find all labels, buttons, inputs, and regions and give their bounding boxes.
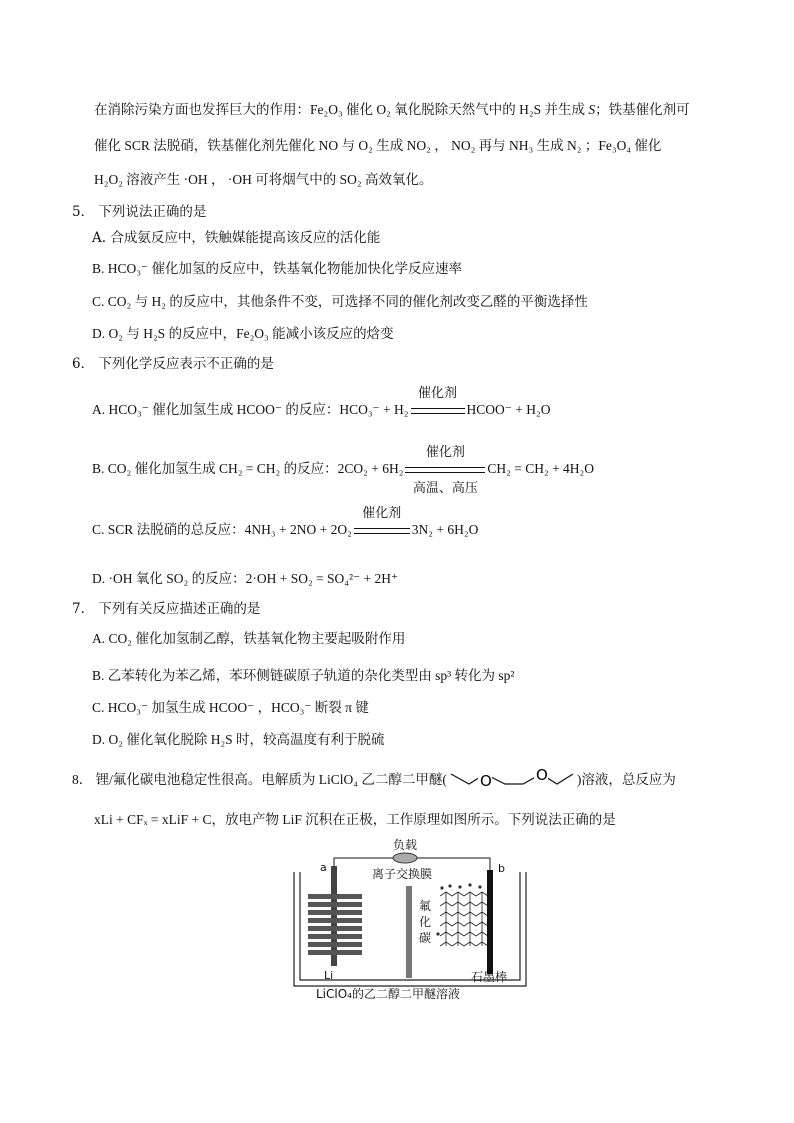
load-label: 负载 [393, 838, 418, 852]
q6-option-d: D. ·OH 氧化 SO₂ 的反应：2·OH + SO₂ = SO₄²⁻ + 2H⁺ [92, 571, 399, 586]
carbon-fluoride-label-2: 化 [419, 915, 432, 929]
question-7-stem: 7． 下列有关反应描述正确的是 [72, 601, 261, 617]
question-8-stem: 8． 锂/氟化碳电池稳定性很高。电解质为 LiClO₄ 乙二醇二甲醚( O O )溶液，总反应为 [72, 768, 676, 794]
lithium-label: Li [324, 969, 334, 982]
glyme-structure [447, 768, 577, 794]
q6-option-c: C. SCR 法脱硝的总反应：4NH₃ + 2NO + 2O₂ 催化剂 3N₂ + 6H₂O [92, 505, 479, 537]
ether-oxygen-label: O [479, 772, 492, 790]
q6-option-a: A. HCO₃⁻ 催化加氢生成 HCOO⁻ 的反应：HCO₃⁻ + H₂ 催化剂 HCOO⁻ + H₂O [92, 385, 551, 417]
intro-line-2: 催化 SCR 法脱硝，铁基催化剂先催化 NO 与 O₂ 生成 NO₂ ， NO₂ 再与 NH₃ 生成 N₂ ；Fe₃O₄ 催化 [94, 138, 662, 153]
q5-option-c: C. CO₂ 与 H₂ 的反应中，其他条件不变，可选择不同的催化剂改变乙醛的平衡选择性 [92, 294, 588, 309]
q7-option-b: B. 乙苯转化为苯乙烯，苯环侧链碳原子轨道的杂化类型由 sp³ 转化为 sp² [92, 668, 515, 683]
q5-option-d: D. O₂ 与 H₂S 的反应中，Fe₂O₃ 能减小该反应的焓变 [92, 326, 394, 341]
q5-option-a: A. 合成氨反应中，铁触媒能提高该反应的活化能 [92, 230, 381, 246]
intro-line-3: H₂O₂ 溶液产生 ·OH ， ·OH 可将烟气中的 SO₂ 高效氧化。 [94, 172, 433, 187]
load-resistor [393, 853, 417, 863]
ion-exchange-membrane [406, 886, 412, 978]
electrode-a-label: a [320, 861, 327, 874]
q7-option-c: C. HCO₃⁻ 加氢生成 HCOO⁻ ，HCO₃⁻ 断裂 π 键 [92, 700, 369, 715]
carbon-fluoride-label-3: 碳 [419, 931, 432, 945]
q5-option-b: B. HCO₃⁻ 催化加氢的反应中，铁基氧化物能加快化学反应速率 [92, 261, 462, 276]
battery-diagram [290, 838, 540, 1003]
electrode-b-label: b [498, 862, 505, 875]
carbon-fluoride-structure [440, 892, 488, 946]
carbon-fluoride-label-1: 氟 [419, 899, 432, 913]
graphite-rod-label: 石墨棒 [471, 970, 508, 984]
question-5-stem: 5． 下列说法正确的是 [72, 204, 207, 220]
q6-option-b: B. CO₂ 催化加氢生成 CH₂ = CH₂ 的反应：2CO₂ + 6H₂ 催化剂 高温、高压 CH₂ = CH₂ + 4H₂O [92, 444, 595, 495]
question-8-equation: xLi + CFₓ = xLiF + C，放电产物 LiF 沉积在正极，工作原理如图所示。下列说法正确的是 [94, 812, 616, 827]
q7-option-a: A. CO₂ 催化加氢制乙醇，铁基氧化物主要起吸附作用 [92, 631, 406, 646]
question-6-stem: 6． 下列化学反应表示不正确的是 [72, 356, 274, 372]
intro-line-1: 在消除污染方面也发挥巨大的作用：Fe₂O₃ 催化 O₂ 氧化脱除天然气中的 H₂S 并生成 S；铁基催化剂可 [94, 102, 690, 117]
ether-oxygen-label: O [535, 766, 548, 784]
reaction-condition-arrow: 催化剂 高温、高压 [405, 461, 485, 477]
q7-option-d: D. O₂ 催化氧化脱除 H₂S 时，较高温度有利于脱硫 [92, 732, 385, 747]
graphite-rod [487, 870, 493, 974]
diagram-caption: LiClO₄的乙二醇二甲醚溶液 [316, 987, 460, 1001]
reaction-condition-arrow: 催化剂 [354, 522, 410, 538]
membrane-label: 离子交换膜 [372, 867, 433, 881]
reaction-condition-arrow: 催化剂 [411, 402, 465, 418]
